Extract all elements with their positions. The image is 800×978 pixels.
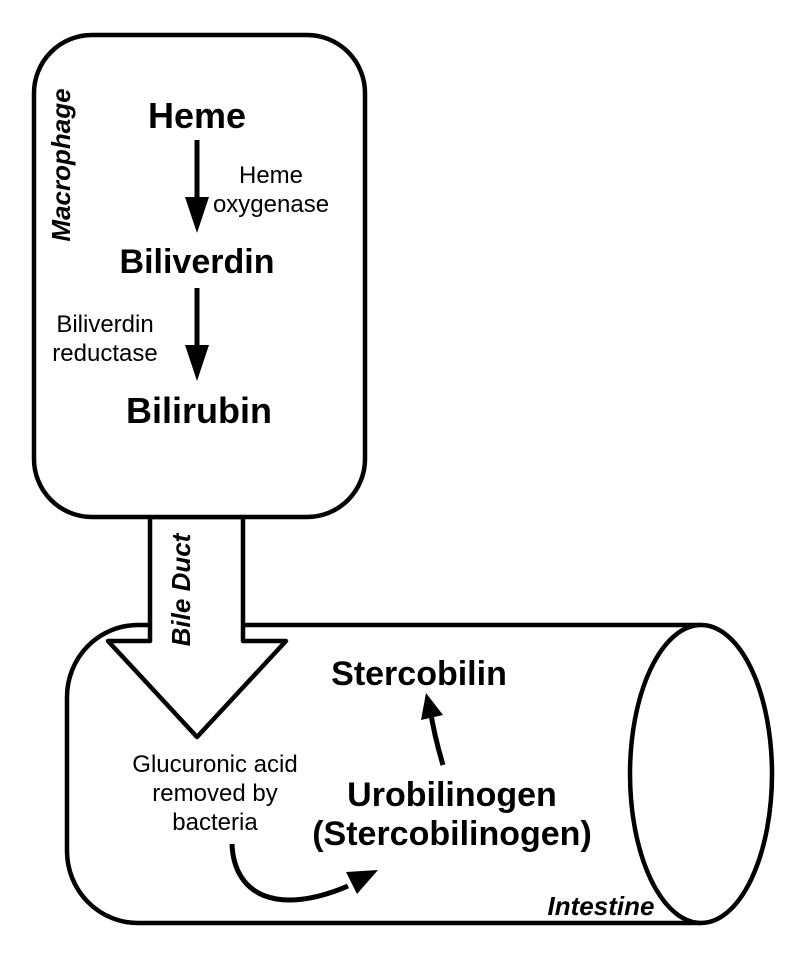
heme-label: Heme: [147, 95, 247, 136]
urobilinogen-label-line2: (Stercobilinogen): [312, 815, 592, 853]
biliverdin-reductase-line2: reductase: [52, 340, 158, 367]
intestine-end-ellipse: [630, 625, 772, 923]
glucuronic-line3: bacteria: [172, 809, 258, 836]
biliverdin-reductase-line1: Biliverdin: [56, 311, 154, 338]
bile-duct-label: Bile Duct: [166, 533, 196, 647]
heme-oxygenase-line2: oxygenase: [212, 191, 330, 218]
bilirubin-label: Bilirubin: [126, 390, 272, 431]
biliverdin-label: Biliverdin: [119, 243, 275, 281]
macrophage-label: Macrophage: [46, 88, 76, 242]
glucuronic-line1: Glucuronic acid: [132, 751, 298, 778]
glucuronic-line2: removed by: [152, 780, 278, 807]
intestine-label: Intestine: [547, 891, 655, 921]
heme-oxygenase-line1: Heme: [238, 162, 304, 189]
urobilinogen-label-line1: Urobilinogen: [347, 776, 557, 814]
stercobilin-label: Stercobilin: [331, 655, 507, 693]
